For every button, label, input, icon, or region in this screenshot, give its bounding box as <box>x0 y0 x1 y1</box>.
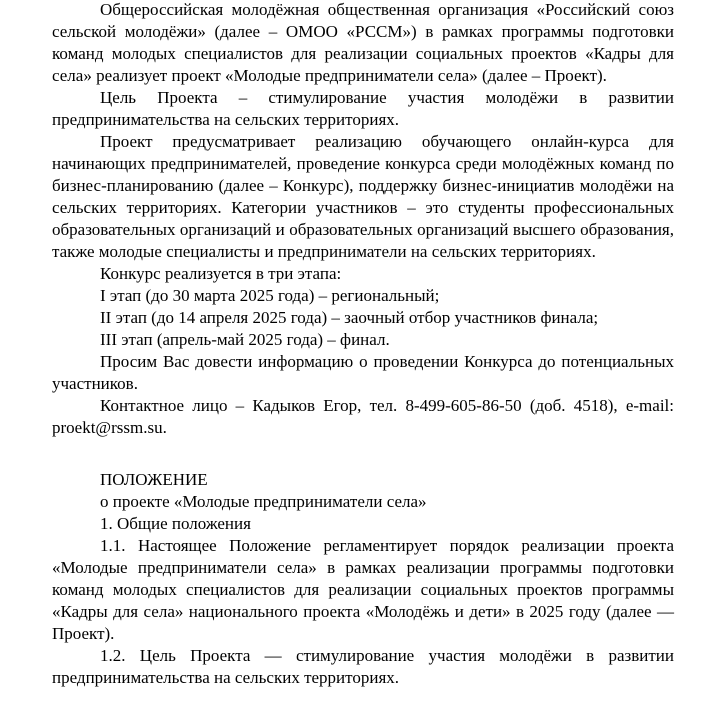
regulation-title: ПОЛОЖЕНИЕ <box>100 470 208 489</box>
clause-paragraph: 1.1. Настоящее Положение регламентирует порядок реализации проекта «Молодые предприниматели села» в рамках реализации программы подготовки команд молодых специалистов для реализации социальных проектов программы «Кадры для села» национального проекта «Молодёжь и дети» в 2025 году (далее — Проект). <box>52 536 674 643</box>
intro-paragraph: Общероссийская молодёжная общественная организация «Российский союз сельской молодёжи» (далее – ОМОО «РССМ») в рамках программы подготовки команд молодых специалистов для реализации социальных проектов «Кадры для села» реализует проект «Молодые предприниматели села» (далее – Проект). <box>52 0 674 85</box>
section-spacer <box>52 439 674 469</box>
document-page <box>52 0 674 689</box>
stage-item: III этап (апрель-май 2025 года) – финал. <box>100 330 390 349</box>
request-paragraph: Просим Вас довести информацию о проведении Конкурса до потенциальных участников. <box>52 352 674 393</box>
stage-item: II этап (до 14 апреля 2025 года) – заочный отбор участников финала; <box>100 308 599 327</box>
project-description-paragraph: Проект предусматривает реализацию обучающего онлайн-курса для начинающих предпринимателей, проведение конкурса среди молодёжных команд по бизнес-планированию (далее – Конкурс), поддержку бизнес-инициатив молодёжи на сельских территориях. Категории участников – это студенты профессиональных образовательных организаций и образовательных организаций высшего образования, также молодые специалисты и предприниматели на сельских территориях. <box>52 132 674 261</box>
stage-item: I этап (до 30 марта 2025 года) – региональный; <box>100 286 440 305</box>
project-goal-paragraph: Цель Проекта – стимулирование участия молодёжи в развитии предпринимательства на сельских территориях. <box>52 88 674 129</box>
contact-paragraph: Контактное лицо – Кадыков Егор, тел. 8-499-605-86-50 (доб. 4518), e-mail: proekt@rssm.su. <box>52 396 674 437</box>
section-heading: 1. Общие положения <box>100 514 251 533</box>
regulation-subtitle: о проекте «Молодые предприниматели села» <box>100 492 427 511</box>
stages-intro: Конкурс реализуется в три этапа: <box>100 264 342 283</box>
clause-paragraph: 1.2. Цель Проекта — стимулирование участия молодёжи в развитии предпринимательства на сельских территориях. <box>52 646 674 687</box>
